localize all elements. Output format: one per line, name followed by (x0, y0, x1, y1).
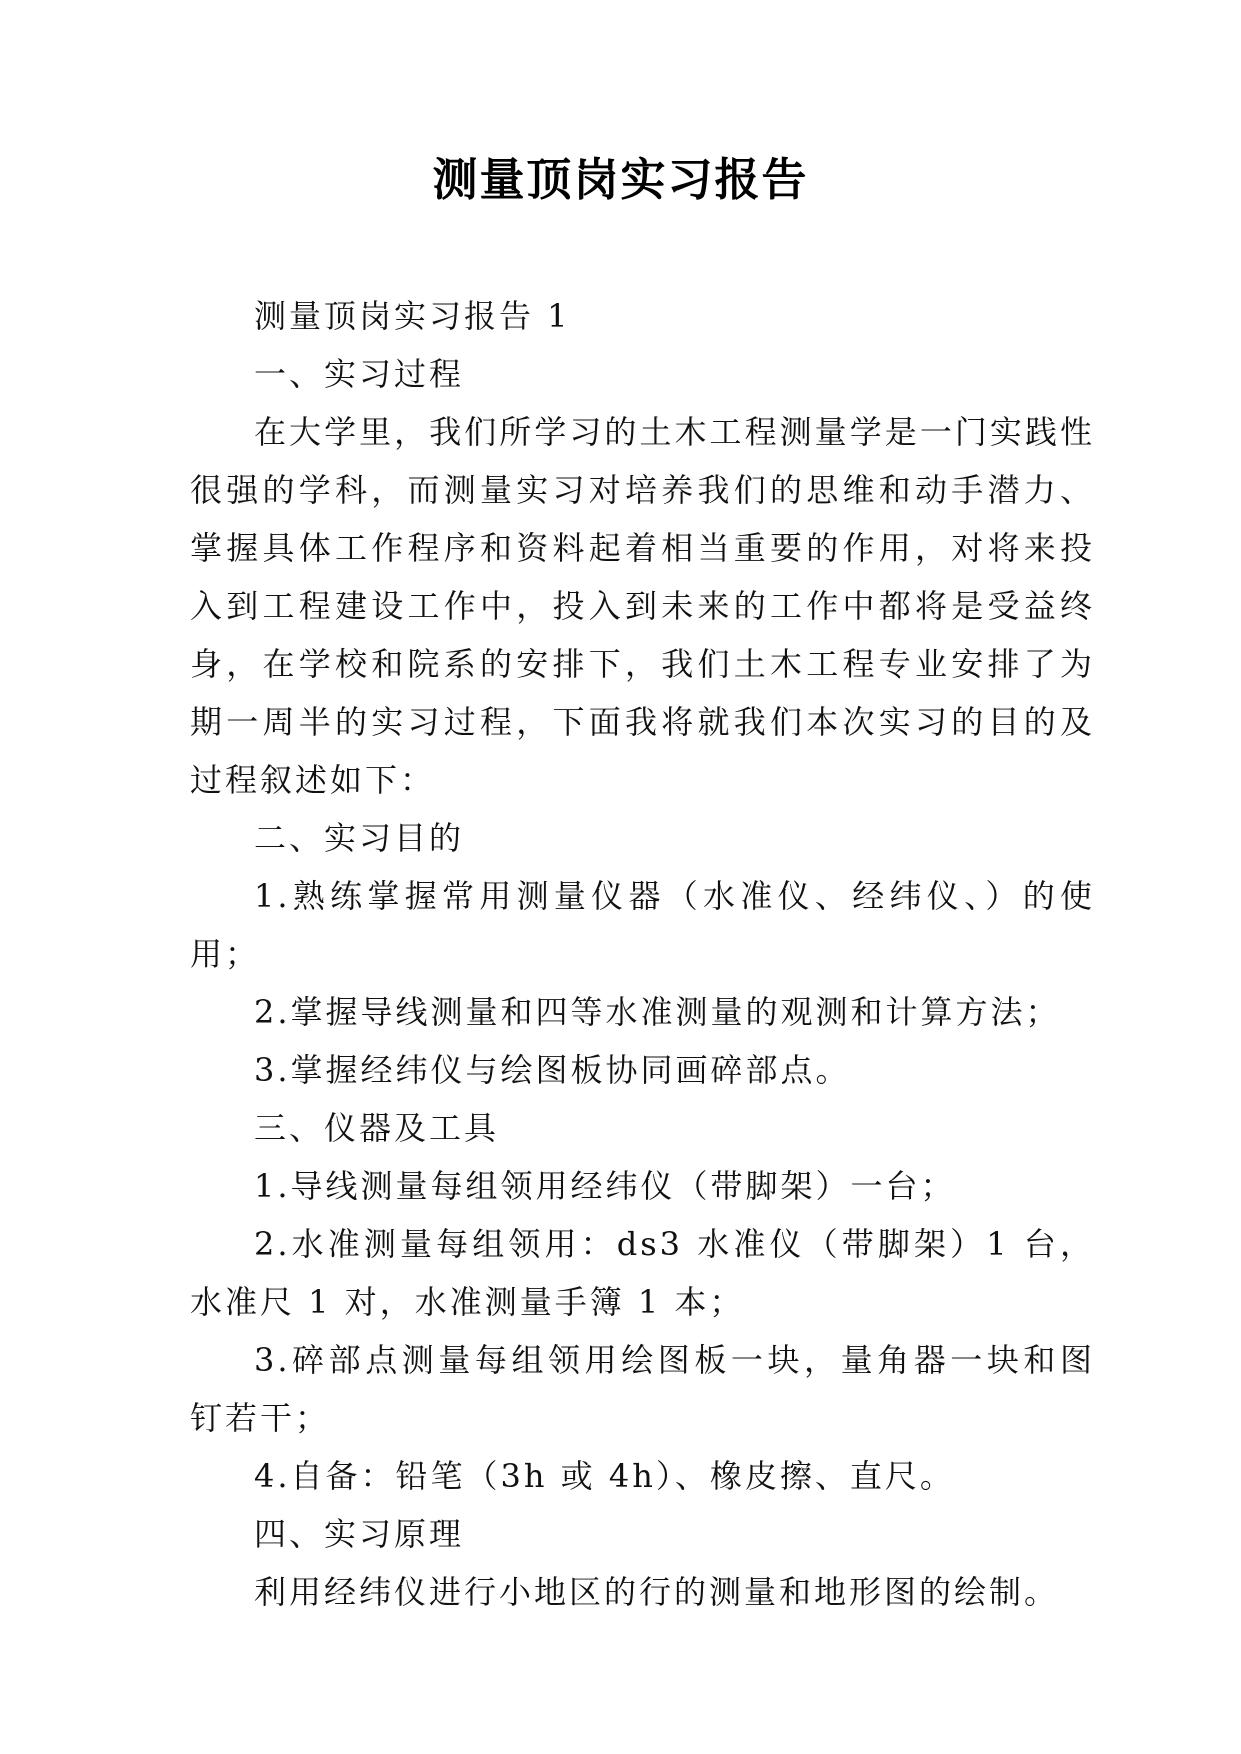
list-item-tools-3: 3.碎部点测量每组领用绘图板一块，量角器一块和图钉若干； (190, 1341, 1095, 1437)
document-title: 测量顶岗实习报告 (432, 153, 809, 206)
document-body (190, 287, 1095, 1621)
list-item-purpose-1: 1.熟练掌握常用测量仪器（水准仪、经纬仪、）的使用； (190, 877, 1095, 973)
paragraph-principle: 利用经纬仪进行小地区的行的测量和地形图的绘制。 (254, 1573, 1060, 1611)
section-heading-principle: 四、实习原理 (254, 1515, 465, 1553)
section-heading-purpose: 二、实习目的 (254, 819, 465, 857)
list-item-tools-2: 2.水准测量每组领用：ds3 水准仪（带脚架）1 台，水准尺 1 对，水准测量手簿 1 本； (190, 1225, 1095, 1321)
list-item-purpose-3: 3.掌握经纬仪与绘图板协同画碎部点。 (254, 1051, 851, 1089)
list-item-tools-4: 4.自备：铅笔（3h 或 4h）、橡皮擦、直尺。 (254, 1457, 955, 1495)
list-item-tools-1: 1.导线测量每组领用经纬仪（带脚架）一台； (254, 1167, 956, 1205)
report-subtitle: 测量顶岗实习报告 1 (254, 297, 571, 335)
paragraph-process-intro: 在大学里，我们所学习的土木工程测量学是一门实践性很强的学科，而测量实习对培养我们的思维和动手潜力、掌握具体工作程序和资料起着相当重要的作用，对将来投入到工程建设工作中，投入到未来的工作中都将是受益终身，在学校和院系的安排下，我们土木工程专业安排了为期一周半的实习过程，下面我将就我们本次实习的目的及过程叙述如下： (190, 413, 1095, 799)
list-item-purpose-2: 2.掌握导线测量和四等水准测量的观测和计算方法； (254, 993, 1061, 1031)
section-heading-process: 一、实习过程 (254, 355, 465, 393)
section-heading-tools: 三、仪器及工具 (254, 1109, 500, 1147)
